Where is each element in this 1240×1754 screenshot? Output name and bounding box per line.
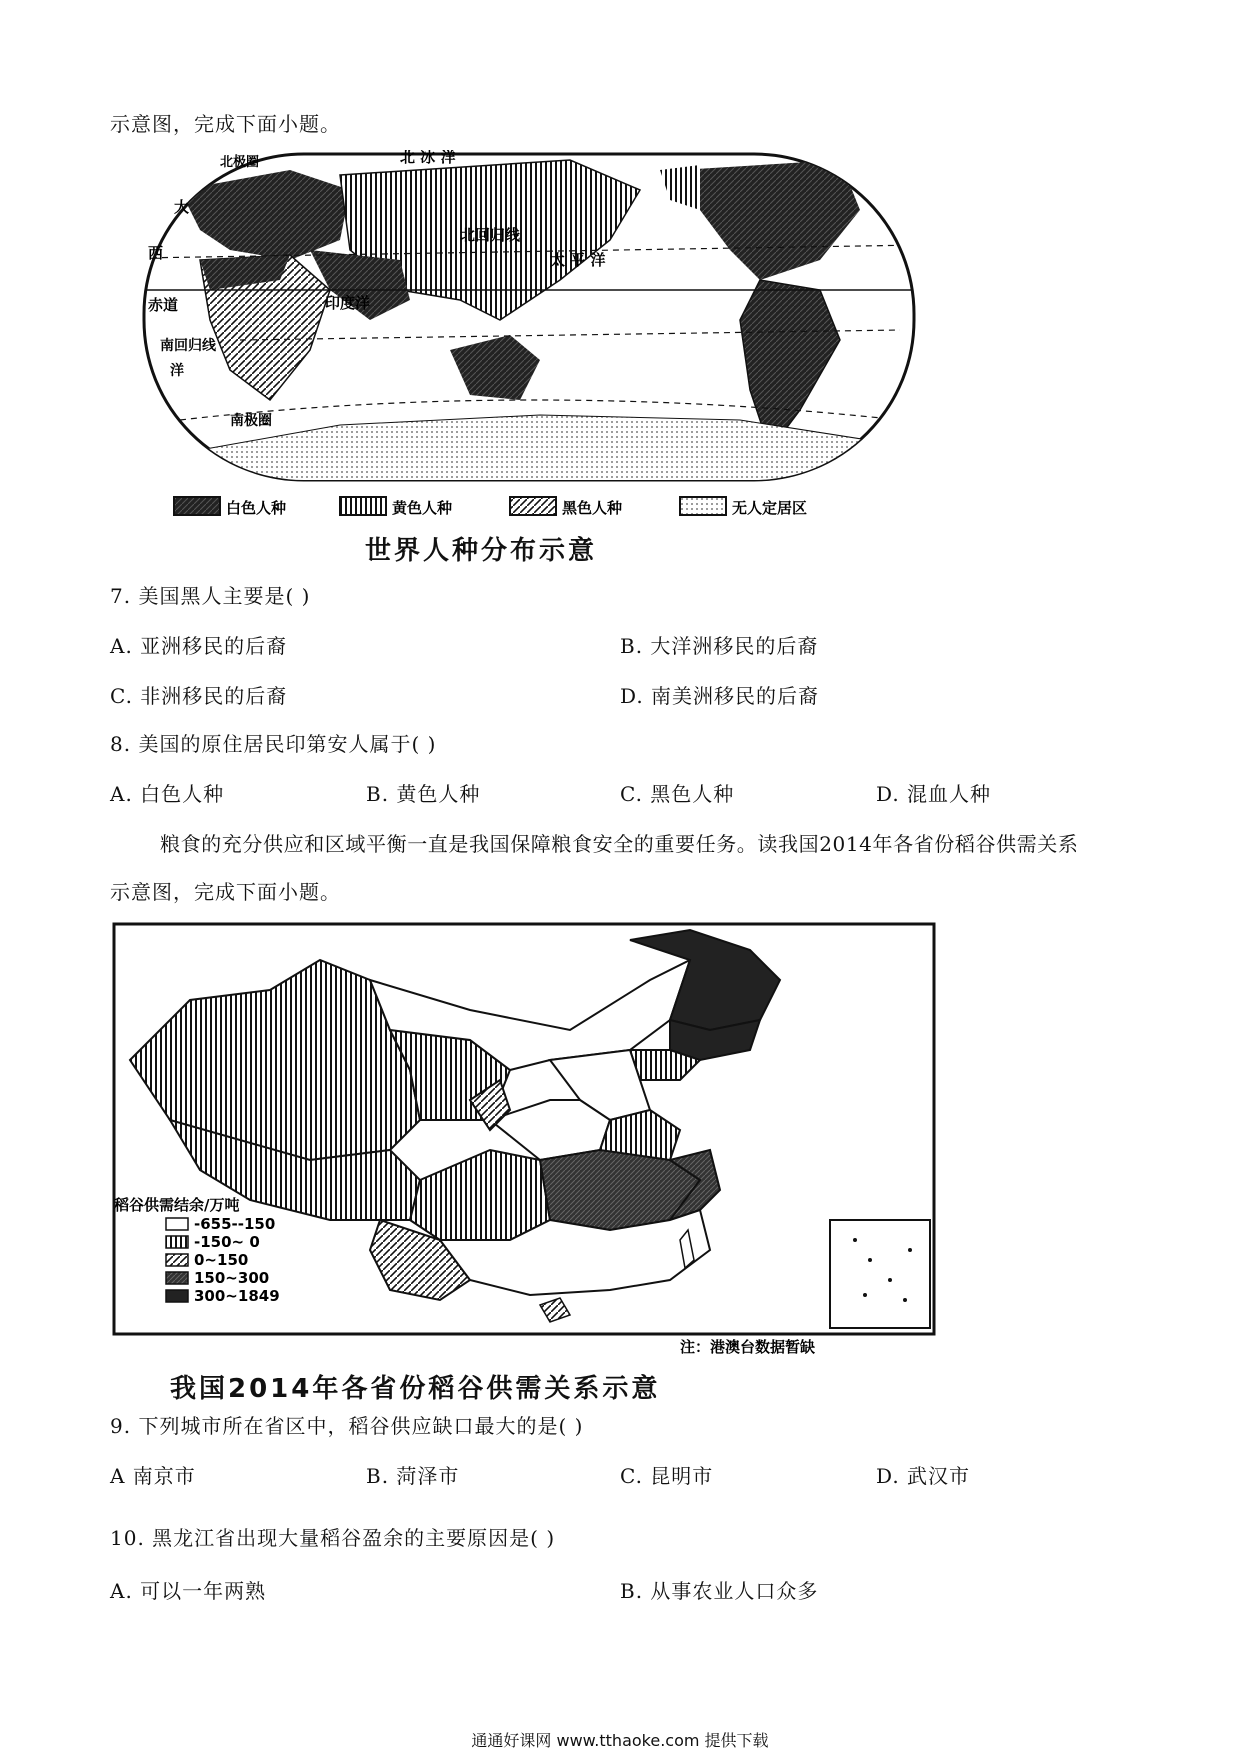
legend-label-black: 黑色人种 [562, 499, 623, 517]
world-race-map [140, 150, 920, 510]
intro-text-2: 粮食的充分供应和区域平衡一直是我国保障粮食安全的重要任务。读我国2014年各省份稻谷供需关系 [160, 832, 1079, 856]
china-legend-swatch-5 [166, 1290, 188, 1302]
legend-swatch-black [510, 497, 556, 515]
q7-option-a[interactable]: A. 亚洲移民的后裔 [110, 634, 288, 658]
label-arctic-circle: 北极圈 [220, 155, 260, 170]
q10-option-a[interactable]: A. 可以一年两熟 [110, 1579, 267, 1603]
page-footer: 通通好课网 www.tthaoke.com 提供下载 [471, 1731, 769, 1750]
q7-option-c[interactable]: C. 非洲移民的后裔 [110, 684, 288, 708]
q9-option-c[interactable]: C. 昆明市 [620, 1464, 714, 1488]
china-legend-label-4: 150~300 [194, 1269, 270, 1287]
region-hainan [540, 1298, 570, 1322]
q10-option-b[interactable]: B. 从事农业人口众多 [620, 1579, 819, 1603]
legend-swatch-white [174, 497, 220, 515]
q9-option-b[interactable]: B. 菏泽市 [366, 1464, 460, 1488]
q8-option-c[interactable]: C. 黑色人种 [620, 782, 735, 806]
label-equator: 赤道 [148, 296, 179, 314]
legend-label-white: 白色人种 [226, 499, 287, 517]
intro-text-1: 示意图，完成下面小题。 [110, 112, 341, 136]
china-rice-map [110, 920, 940, 1360]
label-xi: 西 [148, 244, 164, 262]
region-sichuan [410, 1150, 550, 1240]
q7-option-b[interactable]: B. 大洋洲移民的后裔 [620, 634, 819, 658]
label-indian-ocean: 印度洋 [325, 294, 371, 312]
china-legend-swatch-4 [166, 1272, 188, 1284]
intro-text-3: 示意图，完成下面小题。 [110, 880, 341, 904]
q9-option-d[interactable]: D. 武汉市 [876, 1464, 971, 1488]
world-map-legend [170, 492, 890, 522]
china-legend-swatch-2 [166, 1236, 188, 1248]
china-legend-label-3: 0~150 [194, 1251, 249, 1269]
question-9-stem: 9. 下列城市所在省区中，稻谷供应缺口最大的是( ) [110, 1414, 584, 1438]
label-da: 大 [174, 198, 190, 216]
china-legend-label-5: 300~1849 [194, 1287, 280, 1305]
label-yang: 洋 [170, 363, 184, 379]
question-8-stem: 8. 美国的原住居民印第安人属于( ) [110, 732, 437, 756]
q8-option-b[interactable]: B. 黄色人种 [366, 782, 481, 806]
question-7-stem: 7. 美国黑人主要是( ) [110, 584, 311, 608]
q7-option-d[interactable]: D. 南美洲移民的后裔 [620, 684, 820, 708]
china-legend-title: 稻谷供需结余/万吨 [114, 1196, 240, 1214]
world-map-caption: 世界人种分布示意 [365, 536, 598, 566]
label-tropic-capricorn: 南回归线 [160, 338, 216, 354]
legend-label-yellow: 黄色人种 [392, 499, 453, 517]
china-map-note: 注：港澳台数据暂缺 [680, 1338, 816, 1356]
china-map-caption: 我国2014年各省份稻谷供需关系示意 [170, 1374, 661, 1404]
legend-swatch-yellow [340, 497, 386, 515]
q9-option-a[interactable]: A 南京市 [110, 1464, 196, 1488]
q8-option-d[interactable]: D. 混血人种 [876, 782, 992, 806]
china-legend-swatch-3 [166, 1254, 188, 1266]
legend-label-uninhabited: 无人定居区 [732, 499, 808, 517]
china-legend-swatch-1 [166, 1218, 188, 1230]
china-legend-label-1: -655--150 [194, 1215, 276, 1233]
label-arctic-ocean: 北 冰 洋 [400, 150, 456, 166]
label-pacific: 太 平 洋 [550, 251, 606, 269]
label-tropic-cancer: 北回归线 [460, 226, 521, 244]
china-legend-label-2: -150~ 0 [194, 1233, 260, 1251]
label-antarctic-circle: 南极圈 [230, 413, 272, 429]
legend-swatch-uninhabited [680, 497, 726, 515]
south-china-sea-inset [830, 1220, 930, 1328]
question-10-stem: 10. 黑龙江省出现大量稻谷盈余的主要原因是( ) [110, 1526, 556, 1550]
q8-option-a[interactable]: A. 白色人种 [110, 782, 225, 806]
